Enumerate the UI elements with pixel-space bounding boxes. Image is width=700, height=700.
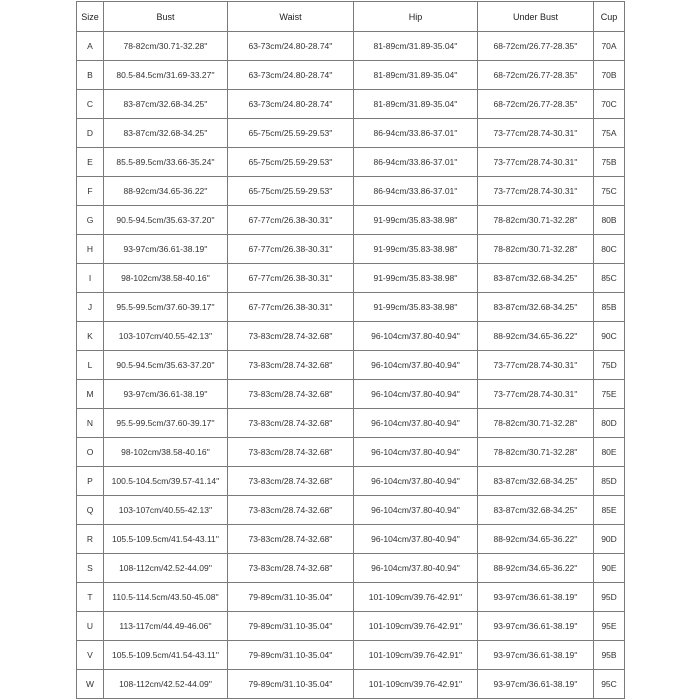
cell-hip: 101-109cm/39.76-42.91'' xyxy=(354,612,478,641)
cell-bust: 98-102cm/38.58-40.16'' xyxy=(104,264,228,293)
cell-cup: 90C xyxy=(594,322,625,351)
cell-under-bust: 73-77cm/28.74-30.31'' xyxy=(478,351,594,380)
table-row xyxy=(77,32,625,61)
cell-bust: 110.5-114.5cm/43.50-45.08'' xyxy=(104,583,228,612)
header-under-bust: Under Bust xyxy=(478,2,594,32)
cell-hip: 101-109cm/39.76-42.91'' xyxy=(354,583,478,612)
cell-bust: 93-97cm/36.61-38.19'' xyxy=(104,380,228,409)
cell-waist: 63-73cm/24.80-28.74'' xyxy=(228,90,354,119)
cell-hip: 96-104cm/37.80-40.94'' xyxy=(354,496,478,525)
table-row xyxy=(77,148,625,177)
header-cup: Cup xyxy=(594,2,625,32)
cell-under-bust: 68-72cm/26.77-28.35'' xyxy=(478,32,594,61)
cell-under-bust: 83-87cm/32.68-34.25'' xyxy=(478,467,594,496)
cell-under-bust: 88-92cm/34.65-36.22'' xyxy=(478,322,594,351)
cell-hip: 101-109cm/39.76-42.91'' xyxy=(354,670,478,699)
cell-size: U xyxy=(77,612,104,641)
cell-hip: 86-94cm/33.86-37.01'' xyxy=(354,148,478,177)
cell-bust: 105.5-109.5cm/41.54-43.11'' xyxy=(104,641,228,670)
cell-bust: 78-82cm/30.71-32.28'' xyxy=(104,32,228,61)
cell-hip: 96-104cm/37.80-40.94'' xyxy=(354,554,478,583)
cell-hip: 81-89cm/31.89-35.04'' xyxy=(354,90,478,119)
cell-size: R xyxy=(77,525,104,554)
cell-bust: 100.5-104.5cm/39.57-41.14'' xyxy=(104,467,228,496)
table-row xyxy=(77,554,625,583)
cell-hip: 96-104cm/37.80-40.94'' xyxy=(354,351,478,380)
cell-waist: 73-83cm/28.74-32.68'' xyxy=(228,496,354,525)
cell-bust: 85.5-89.5cm/33.66-35.24'' xyxy=(104,148,228,177)
cell-size: F xyxy=(77,177,104,206)
cell-hip: 91-99cm/35.83-38.98'' xyxy=(354,235,478,264)
cell-bust: 83-87cm/32.68-34.25'' xyxy=(104,90,228,119)
cell-waist: 73-83cm/28.74-32.68'' xyxy=(228,438,354,467)
cell-bust: 95.5-99.5cm/37.60-39.17'' xyxy=(104,293,228,322)
cell-waist: 65-75cm/25.59-29.53'' xyxy=(228,119,354,148)
cell-cup: 75A xyxy=(594,119,625,148)
cell-waist: 79-89cm/31.10-35.04'' xyxy=(228,641,354,670)
cell-size: S xyxy=(77,554,104,583)
cell-hip: 96-104cm/37.80-40.94'' xyxy=(354,438,478,467)
cell-cup: 80E xyxy=(594,438,625,467)
cell-waist: 73-83cm/28.74-32.68'' xyxy=(228,467,354,496)
cell-under-bust: 68-72cm/26.77-28.35'' xyxy=(478,90,594,119)
cell-bust: 80.5-84.5cm/31.69-33.27'' xyxy=(104,61,228,90)
table-row xyxy=(77,177,625,206)
cell-bust: 108-112cm/42.52-44.09'' xyxy=(104,554,228,583)
cell-cup: 75B xyxy=(594,148,625,177)
cell-hip: 86-94cm/33.86-37.01'' xyxy=(354,177,478,206)
cell-under-bust: 88-92cm/34.65-36.22'' xyxy=(478,554,594,583)
cell-size: K xyxy=(77,322,104,351)
cell-waist: 79-89cm/31.10-35.04'' xyxy=(228,670,354,699)
cell-under-bust: 83-87cm/32.68-34.25'' xyxy=(478,496,594,525)
table-row xyxy=(77,235,625,264)
cell-hip: 81-89cm/31.89-35.04'' xyxy=(354,32,478,61)
table-row xyxy=(77,525,625,554)
cell-size: G xyxy=(77,206,104,235)
cell-cup: 95D xyxy=(594,583,625,612)
cell-waist: 63-73cm/24.80-28.74'' xyxy=(228,61,354,90)
cell-waist: 73-83cm/28.74-32.68'' xyxy=(228,554,354,583)
cell-cup: 95B xyxy=(594,641,625,670)
table-row xyxy=(77,409,625,438)
cell-bust: 103-107cm/40.55-42.13'' xyxy=(104,322,228,351)
cell-size: P xyxy=(77,467,104,496)
table-row xyxy=(77,583,625,612)
table-row xyxy=(77,61,625,90)
cell-bust: 90.5-94.5cm/35.63-37.20'' xyxy=(104,206,228,235)
cell-under-bust: 73-77cm/28.74-30.31'' xyxy=(478,177,594,206)
cell-cup: 85B xyxy=(594,293,625,322)
table-row xyxy=(77,351,625,380)
cell-waist: 67-77cm/26.38-30.31'' xyxy=(228,206,354,235)
cell-bust: 90.5-94.5cm/35.63-37.20'' xyxy=(104,351,228,380)
header-hip: Hip xyxy=(354,2,478,32)
cell-cup: 75E xyxy=(594,380,625,409)
cell-cup: 80C xyxy=(594,235,625,264)
table-row xyxy=(77,670,625,699)
cell-size: V xyxy=(77,641,104,670)
cell-size: B xyxy=(77,61,104,90)
cell-size: L xyxy=(77,351,104,380)
cell-hip: 96-104cm/37.80-40.94'' xyxy=(354,380,478,409)
cell-under-bust: 93-97cm/36.61-38.19'' xyxy=(478,641,594,670)
cell-under-bust: 83-87cm/32.68-34.25'' xyxy=(478,293,594,322)
cell-size: J xyxy=(77,293,104,322)
cell-cup: 75D xyxy=(594,351,625,380)
cell-cup: 80D xyxy=(594,409,625,438)
cell-under-bust: 78-82cm/30.71-32.28'' xyxy=(478,438,594,467)
cell-hip: 91-99cm/35.83-38.98'' xyxy=(354,206,478,235)
cell-bust: 103-107cm/40.55-42.13'' xyxy=(104,496,228,525)
cell-cup: 80B xyxy=(594,206,625,235)
table-row xyxy=(77,293,625,322)
cell-hip: 96-104cm/37.80-40.94'' xyxy=(354,525,478,554)
cell-under-bust: 73-77cm/28.74-30.31'' xyxy=(478,148,594,177)
cell-under-bust: 93-97cm/36.61-38.19'' xyxy=(478,583,594,612)
cell-cup: 70B xyxy=(594,61,625,90)
cell-waist: 73-83cm/28.74-32.68'' xyxy=(228,322,354,351)
cell-hip: 86-94cm/33.86-37.01'' xyxy=(354,119,478,148)
cell-cup: 95E xyxy=(594,612,625,641)
cell-size: W xyxy=(77,670,104,699)
cell-under-bust: 93-97cm/36.61-38.19'' xyxy=(478,612,594,641)
cell-size: O xyxy=(77,438,104,467)
cell-hip: 91-99cm/35.83-38.98'' xyxy=(354,293,478,322)
cell-hip: 91-99cm/35.83-38.98'' xyxy=(354,264,478,293)
table-row xyxy=(77,467,625,496)
cell-hip: 96-104cm/37.80-40.94'' xyxy=(354,467,478,496)
header-bust: Bust xyxy=(104,2,228,32)
table-row xyxy=(77,612,625,641)
cell-waist: 67-77cm/26.38-30.31'' xyxy=(228,235,354,264)
table-row xyxy=(77,496,625,525)
cell-waist: 73-83cm/28.74-32.68'' xyxy=(228,525,354,554)
cell-waist: 65-75cm/25.59-29.53'' xyxy=(228,148,354,177)
cell-under-bust: 78-82cm/30.71-32.28'' xyxy=(478,235,594,264)
cell-hip: 96-104cm/37.80-40.94'' xyxy=(354,409,478,438)
cell-hip: 81-89cm/31.89-35.04'' xyxy=(354,61,478,90)
size-chart-table xyxy=(76,1,625,699)
header-size: Size xyxy=(77,2,104,32)
cell-under-bust: 73-77cm/28.74-30.31'' xyxy=(478,119,594,148)
cell-waist: 73-83cm/28.74-32.68'' xyxy=(228,351,354,380)
cell-size: E xyxy=(77,148,104,177)
cell-cup: 85E xyxy=(594,496,625,525)
cell-size: M xyxy=(77,380,104,409)
cell-bust: 83-87cm/32.68-34.25'' xyxy=(104,119,228,148)
cell-bust: 98-102cm/38.58-40.16'' xyxy=(104,438,228,467)
table-row xyxy=(77,206,625,235)
cell-under-bust: 88-92cm/34.65-36.22'' xyxy=(478,525,594,554)
cell-cup: 90E xyxy=(594,554,625,583)
cell-bust: 113-117cm/44.49-46.06'' xyxy=(104,612,228,641)
table-row xyxy=(77,264,625,293)
cell-size: D xyxy=(77,119,104,148)
cell-bust: 108-112cm/42.52-44.09'' xyxy=(104,670,228,699)
cell-under-bust: 68-72cm/26.77-28.35'' xyxy=(478,61,594,90)
header-waist: Waist xyxy=(228,2,354,32)
cell-bust: 93-97cm/36.61-38.19'' xyxy=(104,235,228,264)
cell-waist: 63-73cm/24.80-28.74'' xyxy=(228,32,354,61)
cell-under-bust: 78-82cm/30.71-32.28'' xyxy=(478,409,594,438)
cell-hip: 96-104cm/37.80-40.94'' xyxy=(354,322,478,351)
cell-bust: 105.5-109.5cm/41.54-43.11'' xyxy=(104,525,228,554)
cell-waist: 73-83cm/28.74-32.68'' xyxy=(228,409,354,438)
table-row xyxy=(77,641,625,670)
cell-under-bust: 83-87cm/32.68-34.25'' xyxy=(478,264,594,293)
cell-waist: 73-83cm/28.74-32.68'' xyxy=(228,380,354,409)
cell-cup: 90D xyxy=(594,525,625,554)
cell-waist: 65-75cm/25.59-29.53'' xyxy=(228,177,354,206)
cell-size: T xyxy=(77,583,104,612)
table-row xyxy=(77,380,625,409)
cell-cup: 85D xyxy=(594,467,625,496)
cell-under-bust: 93-97cm/36.61-38.19'' xyxy=(478,670,594,699)
table-row xyxy=(77,119,625,148)
table-row xyxy=(77,322,625,351)
table-row xyxy=(77,90,625,119)
cell-cup: 70A xyxy=(594,32,625,61)
cell-size: C xyxy=(77,90,104,119)
cell-size: Q xyxy=(77,496,104,525)
cell-under-bust: 73-77cm/28.74-30.31'' xyxy=(478,380,594,409)
cell-waist: 79-89cm/31.10-35.04'' xyxy=(228,583,354,612)
table-row xyxy=(77,438,625,467)
size-chart-body xyxy=(77,32,625,699)
cell-size: H xyxy=(77,235,104,264)
cell-size: A xyxy=(77,32,104,61)
cell-under-bust: 78-82cm/30.71-32.28'' xyxy=(478,206,594,235)
cell-size: N xyxy=(77,409,104,438)
cell-cup: 95C xyxy=(594,670,625,699)
cell-bust: 88-92cm/34.65-36.22'' xyxy=(104,177,228,206)
cell-cup: 85C xyxy=(594,264,625,293)
size-chart-header xyxy=(77,2,625,32)
header-row xyxy=(77,2,625,32)
cell-waist: 67-77cm/26.38-30.31'' xyxy=(228,264,354,293)
cell-waist: 67-77cm/26.38-30.31'' xyxy=(228,293,354,322)
cell-bust: 95.5-99.5cm/37.60-39.17'' xyxy=(104,409,228,438)
cell-size: I xyxy=(77,264,104,293)
cell-cup: 75C xyxy=(594,177,625,206)
cell-cup: 70C xyxy=(594,90,625,119)
cell-waist: 79-89cm/31.10-35.04'' xyxy=(228,612,354,641)
cell-hip: 101-109cm/39.76-42.91'' xyxy=(354,641,478,670)
